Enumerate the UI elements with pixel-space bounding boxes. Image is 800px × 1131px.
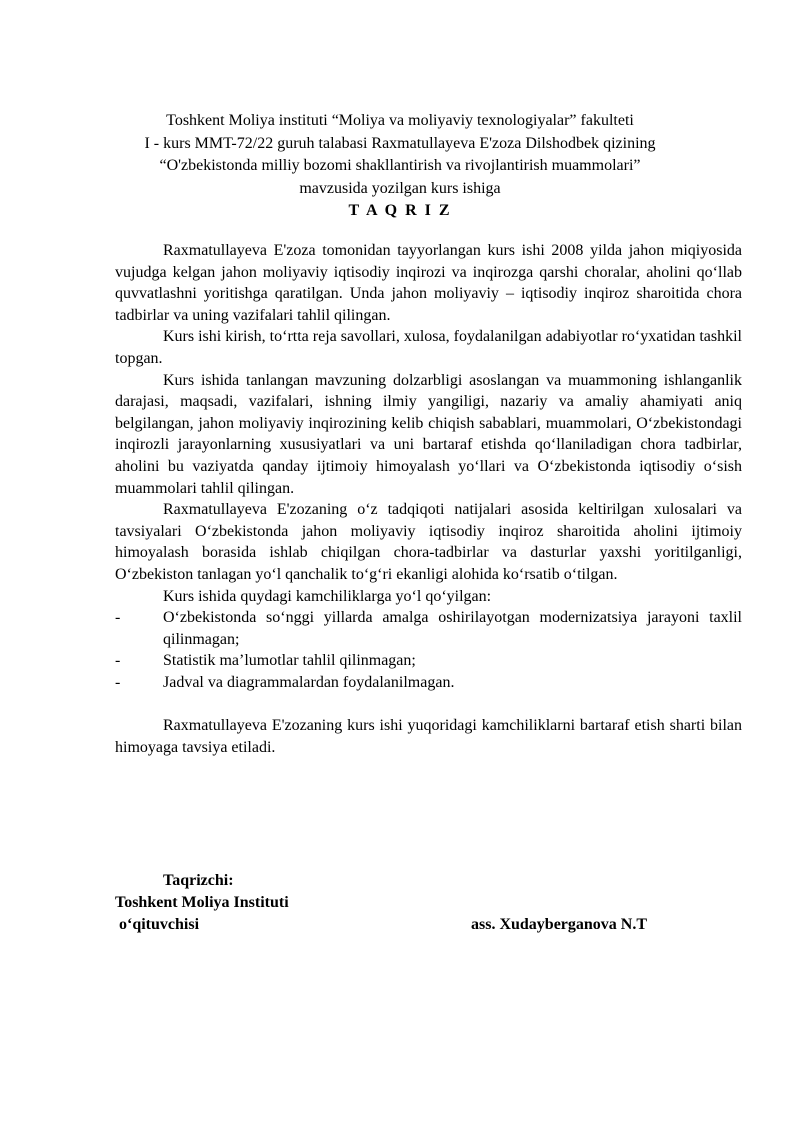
signature-block — [115, 870, 715, 936]
document-title: T A Q R I Z — [348, 202, 452, 219]
reviewer-institution: Toshkent Moliya Instituti — [115, 894, 289, 911]
paragraph-structure: Kurs ishi kirish, to‘rtta reja savollari, xulosa, foydalanilgan adabiyotlar ro‘yxatidan tashkil topgan. — [115, 328, 742, 367]
shortcoming-text: Jadval va diagrammalardan foydalanilmagan. — [163, 673, 455, 691]
shortcoming-text: Statistik ma’lumotlar tahlil qilinmagan; — [163, 652, 416, 670]
document-header — [100, 110, 700, 223]
shortcoming-item — [115, 650, 742, 672]
list-dash: - — [115, 609, 121, 627]
paragraph-findings: Raxmatullayeva E'zozaning o‘z tadqiqoti natijalari asosida keltirilgan xulosalari va tavsiyalari O‘zbekistonda jahon moliyaviy iqtisodiy inqiroz sharoitida aholini ijtimoiy himoyalash borasida ishlab chiqilgan chora-tadbirlar va dasturlar yaxshi yoritilganligi, O‘zbekiston tanlagan yo‘l qanchalik to‘g‘ri ekanligi alohida ko‘rsatib o‘tilgan. — [115, 501, 742, 583]
paragraph-analysis: Kurs ishida tanlangan mavzuning dolzarbligi asoslangan va muammoning ishlanganlik darajasi, maqsadi, vazifalari, ishning ilmiy yangiligi, nazariy va amaliy ahamiyati aniq belgilangan, jahon moliyaviy inqirozining kelib chiqish sabablari, muammolari, O‘zbekistondagi inqirozli jarayonlarning xususiyatlari va uni bartaraf etishda qo‘llaniladigan chora tadbirlar, aholini bu vaziyatda qanday ijtimoiy himoyalash yo‘llari va O‘zbekistonda iqtisodiy o‘sish muammolari tahlil qilingan. — [115, 371, 742, 497]
shortcoming-item — [115, 607, 742, 650]
header-line-institute: Toshkent Moliya instituti “Moliya va moliyaviy texnologiyalar” fakulteti — [166, 112, 634, 129]
reviewer-position: o‘qituvchisi — [119, 916, 200, 933]
shortcoming-text: O‘zbekistonda so‘nggi yillarda amalga oshirilayotgan modernizatsiya jarayoni taxlil qilinmagan; — [163, 609, 742, 648]
reviewer-row — [115, 914, 715, 936]
review-body — [115, 240, 742, 759]
shortcoming-item — [115, 672, 742, 694]
header-line-student: I - kurs MMT-72/22 guruh talabasi Raxmatullayeva E'zoza Dilshodbek qizining — [144, 134, 656, 152]
header-line-purpose: mavzusida yozilgan kurs ishiga — [299, 179, 501, 197]
header-line-topic: “O'zbekistonda milliy bozomi shakllantirish va rivojlantirish muammolari” — [159, 157, 641, 174]
paragraph-shortcomings-intro: Kurs ishida quydagi kamchiliklarga yo‘l qo‘yilgan: — [163, 587, 492, 605]
reviewer-name: ass. Xudayberganova N.T — [471, 916, 648, 933]
reviewer-label: Taqrizchi: — [163, 872, 234, 889]
paragraph-conclusion: Raxmatullayeva E'zozaning kurs ishi yuqoridagi kamchiliklarni bartaraf etish sharti bilan himoyaga tavsiya etiladi. — [115, 717, 742, 757]
list-dash: - — [115, 673, 121, 691]
list-dash: - — [115, 652, 121, 670]
paragraph-intro: Raxmatullayeva E'zoza tomonidan tayyorlangan kurs ishi 2008 yilda jahon miqiyosida vujudga kelgan jahon moliyaviy iqtisodiy inqirozi va inqirozga qarshi choralar, aholini qo‘llab quvvatlashni yoritishga qaratilgan. Unda jahon moliyaviy – iqtisodiy inqiroz sharoitida chora tadbirlar va uning vazifalari tahlil qilingan. — [115, 242, 742, 324]
